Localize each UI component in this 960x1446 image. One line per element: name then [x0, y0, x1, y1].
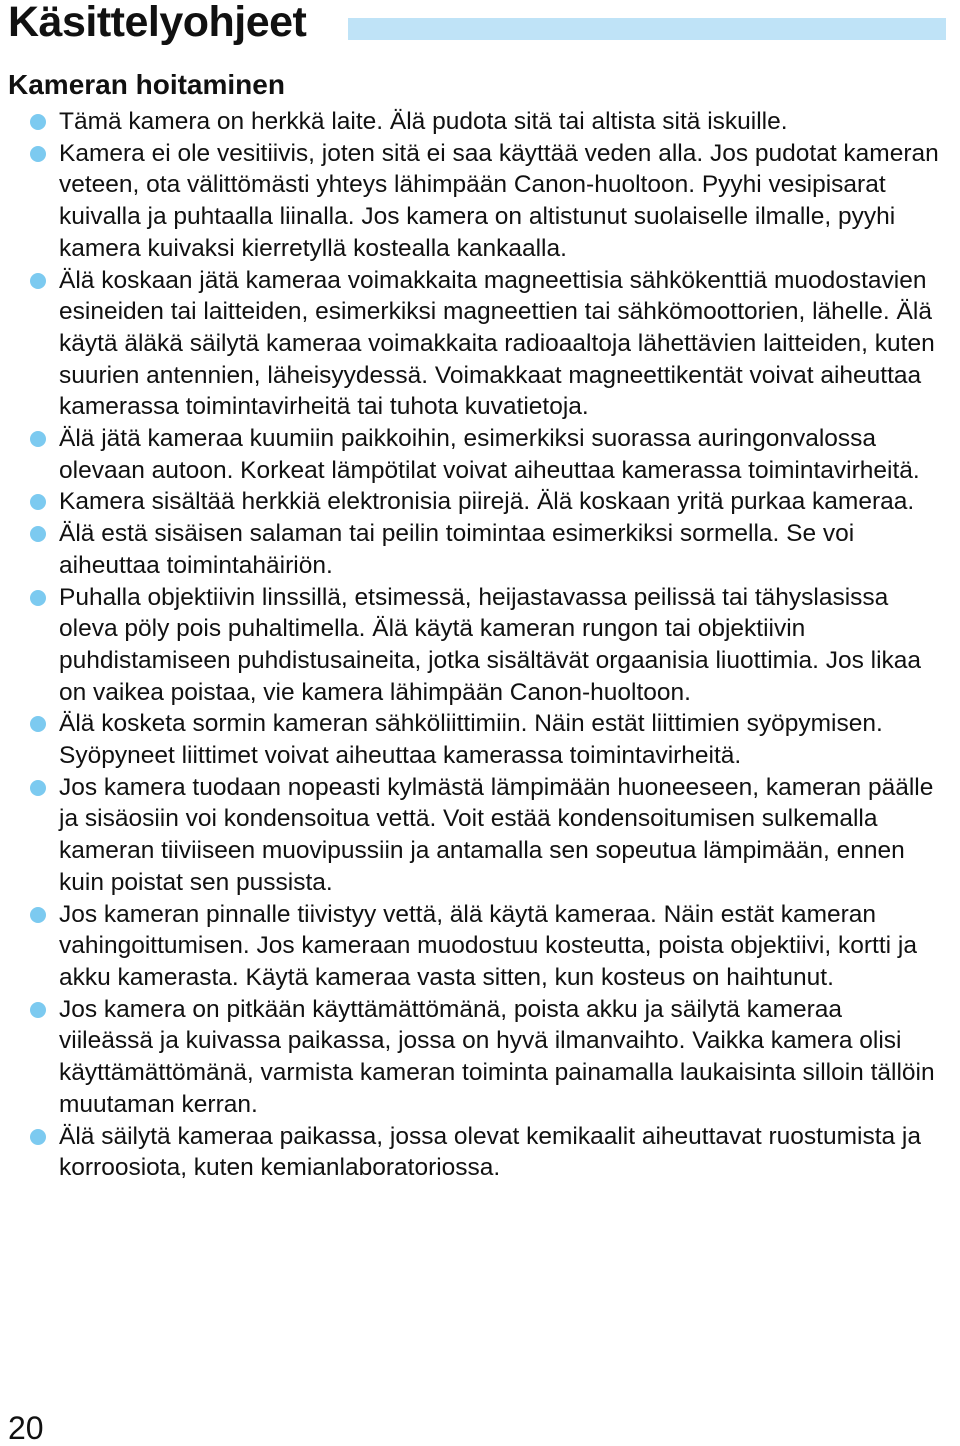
list-item [30, 106, 942, 138]
bullet-dot-icon [30, 431, 46, 447]
list-item [30, 486, 942, 518]
list-item-text: Kamera sisältää herkkiä elektronisia piirejä. Älä koskaan yritä purkaa kameraa. [59, 488, 915, 516]
list-item [30, 138, 942, 265]
bullet-dot-icon [30, 716, 46, 732]
list-item-text: Jos kameran pinnalle tiivistyy vettä, älä käytä kameraa. Näin estät kameran vahingoittumisen. Jos kameraan muodostuu kosteutta, poista objektiivi, kortti ja akku kamerasta. Käytä kameraa vasta sitten, kun kosteus on haihtunut. [59, 900, 917, 991]
list-item-text: Älä kosketa sormin kameran sähköliittimiin. Näin estät liittimien syöpymisen. Syöpyneet liittimet voivat aiheuttaa kamerassa toimintavirheitä. [59, 710, 883, 770]
list-item-text: Jos kamera tuodaan nopeasti kylmästä lämpimään huoneeseen, kameran päälle ja sisäosiin voi kondensoitua vettä. Voit estää kondensoitumisen sulkemalla kameran tiiviiseen muovipussiin ja antamalla sen sopeutua lämpimään, ennen kuin poistat sen pussista. [59, 773, 934, 896]
bullet-dot-icon [30, 114, 46, 130]
list-item [30, 708, 942, 771]
list-item [30, 518, 942, 581]
bullet-dot-icon [30, 1129, 46, 1145]
section-heading: Kameran hoitaminen [8, 69, 285, 100]
list-item-text: Puhalla objektiivin linssillä, etsimessä, heijastavassa peilissä tai tähyslasissa oleva pöly pois puhaltimella. Älä käytä kameran rungon tai objektiivin puhdistamiseen puhdistusaineita, jotka sisältävät orgaanisia liuottimia. Jos likaa on vaikea poistaa, vie kamera lähimpään Canon-huoltoon. [59, 583, 922, 706]
list-item-text: Kamera ei ole vesitiivis, joten sitä ei saa käyttää veden alla. Jos pudotat kameran veteen, ota välittömästi yhteys lähimpään Canon-huoltoon. Pyyhi vesipisarat kuivalla ja puhtaalla liinalla. Jos kamera on altistunut suolaiselle ilmalle, pyyhi kamera kuivaksi kierretyllä kostealla kankaalla. [59, 139, 939, 262]
title-accent-bar [348, 18, 946, 40]
care-instructions-list [30, 106, 942, 1184]
list-item [30, 1121, 942, 1184]
list-item-text: Tämä kamera on herkkä laite. Älä pudota sitä tai altista sitä iskuille. [59, 108, 788, 135]
page-number: 20 [8, 1410, 44, 1446]
list-item-text: Älä säilytä kameraa paikassa, jossa olevat kemikaalit aiheuttavat ruostumista ja korroosiota, kuten kemianlaboratoriossa. [59, 1122, 921, 1182]
bullet-dot-icon [30, 273, 46, 289]
bullet-dot-icon [30, 907, 46, 923]
page-header [8, 0, 948, 46]
list-item-text: Älä koskaan jätä kameraa voimakkaita magneettisia sähkökenttiä muodostavien esineiden tai laitteiden, esimerkiksi magneettien tai sähkömoottorien, lähelle. Älä käytä äläkä säilytä kameraa voimakkaita radioaaltoja lähettävien laitteiden, kuten suurien antennien, läheisyydessä. Voimakkaat magneettikentät voivat aiheuttaa kamerassa toimintavirheitä tai tuhota kuvatietoja. [59, 266, 935, 421]
bullet-dot-icon [30, 146, 46, 162]
list-item [30, 265, 942, 424]
page-title: Käsittelyohjeet [8, 0, 307, 46]
list-item-text: Älä jätä kameraa kuumiin paikkoihin, esimerkiksi suorassa auringonvalossa olevaan autoon. Korkeat lämpötilat voivat aiheuttaa kamerassa toimintavirheitä. [59, 425, 920, 484]
bullet-dot-icon [30, 1002, 46, 1018]
list-item [30, 994, 942, 1121]
list-item [30, 899, 942, 994]
list-item [30, 582, 942, 709]
bullet-dot-icon [30, 780, 46, 796]
list-item [30, 423, 942, 486]
list-item [30, 772, 942, 899]
list-item-text: Jos kamera on pitkään käyttämättömänä, poista akku ja säilytä kameraa viileässä ja kuivassa paikassa, jossa on hyvä ilmanvaihto. Vaikka kamera olisi käyttämättömänä, varmista kameran toiminta painamalla laukaisinta silloin tällöin muutaman kerran. [59, 995, 935, 1118]
list-item-text: Älä estä sisäisen salaman tai peilin toimintaa esimerkiksi sormella. Se voi aiheuttaa toimintahäiriön. [59, 520, 855, 579]
bullet-dot-icon [30, 526, 46, 542]
bullet-dot-icon [30, 590, 46, 606]
bullet-dot-icon [30, 494, 46, 510]
